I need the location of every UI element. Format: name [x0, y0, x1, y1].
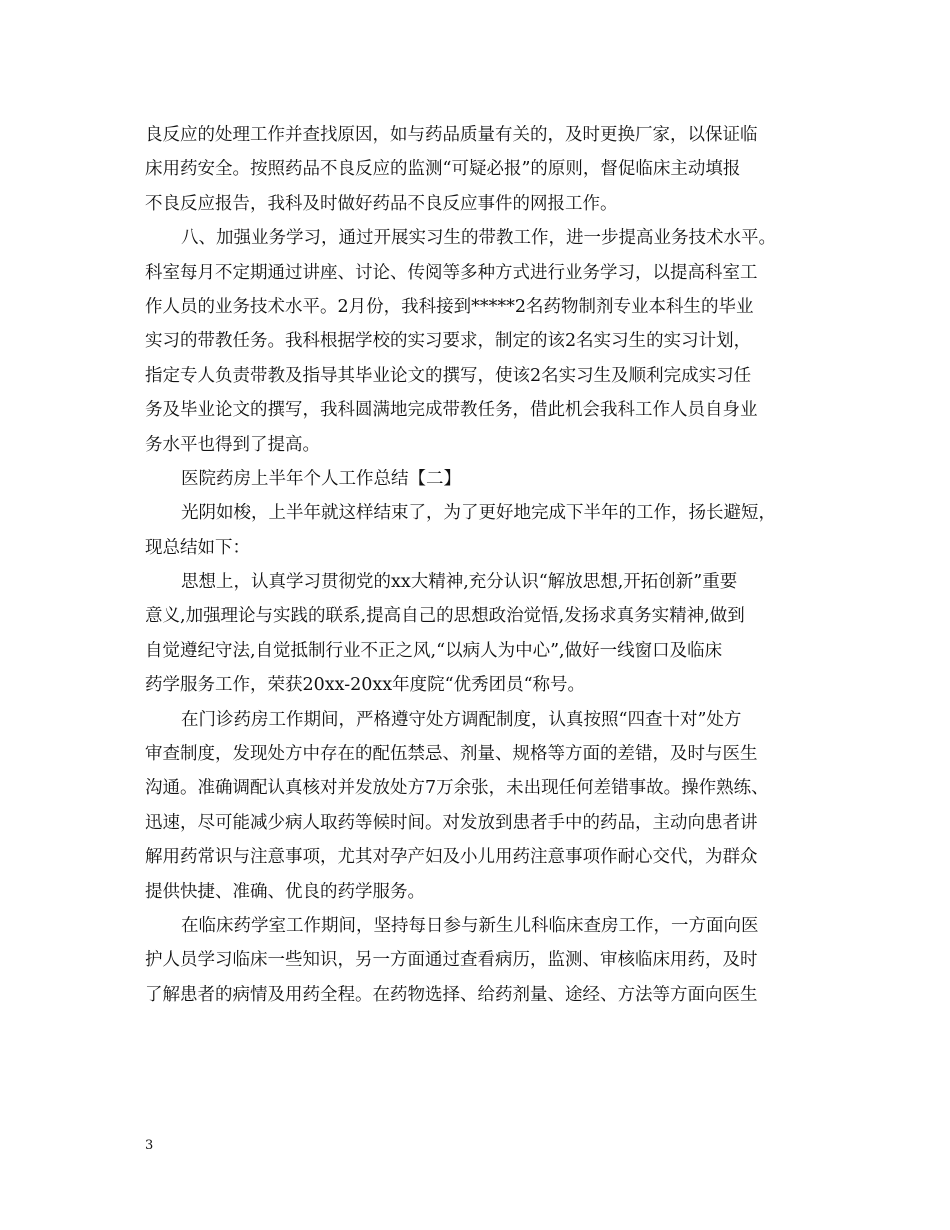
text-line: 提供快捷、准确、优良的药学服务。: [145, 881, 425, 902]
text-line: 解用药常识与注意事项，尤其对孕产妇及小儿用药注意事项作耐心交代，为群众: [145, 847, 758, 868]
document-body: [145, 118, 807, 1012]
text-line: 指定专人负责带教及指导其毕业论文的撰写，使该2名实习生及顺利完成实习任: [145, 365, 752, 386]
text-line: 护人员学习临床一些知识，另一方面通过查看病历，监测、审核临床用药，及时: [145, 950, 758, 971]
text-line: 八、加强业务学习，通过开展实习生的带教工作，进一步提高业务技术水平。: [181, 228, 776, 249]
text-line: 现总结如下：: [145, 537, 250, 558]
text-line: 迅速，尽可能减少病人取药等候时间。对发放到患者手中的药品，主动向患者讲: [145, 812, 758, 833]
text-line: 实习的带教任务。我科根据学校的实习要求，制定的该2名实习生的实习计划，: [145, 331, 752, 352]
text-line: 药学服务工作，荣获20xx-20xx年度院“优秀团员“称号。: [145, 675, 586, 696]
text-line: 自觉遵纪守法,自觉抵制行业不正之风,“以病人为中心”,做好一线窗口及临床: [145, 640, 723, 661]
text-line: 在门诊药房工作期间，严格遵守处方调配制度，认真按照“四查十对”处方: [181, 709, 742, 730]
text-line: 作人员的业务技术水平。2月份，我科接到*****2名药物制剂专业本科生的毕业: [145, 296, 754, 317]
text-line: 在临床药学室工作期间，坚持每日参与新生儿科临床查房工作，一方面向医: [181, 915, 759, 936]
text-line: 意义,加强理论与实践的联系,提高自己的思想政治觉悟,发扬求真务实精神,做到: [145, 606, 745, 627]
text-line: 科室每月不定期通过讲座、讨论、传阅等多种方式进行业务学习，以提高科室工: [145, 262, 758, 283]
page-number: 3: [145, 1138, 154, 1153]
text-line: 思想上，认真学习贯彻党的xx大精神,充分认识“解放思想,开拓创新”重要: [181, 572, 738, 593]
text-line: 了解患者的病情及用药全程。在药物选择、给药剂量、途经、方法等方面向医生: [145, 984, 758, 1005]
text-line: 良反应的处理工作并查找原因，如与药品质量有关的，及时更换厂家，以保证临: [145, 125, 758, 145]
text-line: 不良反应报告，我科及时做好药品不良反应事件的网报工作。: [145, 193, 618, 214]
text-line: 医院药房上半年个人工作总结【二】: [181, 468, 461, 489]
text-line: 务及毕业论文的撰写，我科圆满地完成带教任务，借此机会我科工作人员自身业: [145, 400, 758, 421]
text-line: 沟通。准确调配认真核对并发放处方7万余张，未出现任何差错事故。操作熟练、: [145, 778, 769, 799]
text-line: 务水平也得到了提高。: [145, 434, 320, 455]
text-line: 审查制度，发现处方中存在的配伍禁忌、剂量、规格等方面的差错，及时与医生: [145, 744, 758, 765]
text-line: 床用药安全。按照药品不良反应的监测“可疑必报”的原则，督促临床主动填报: [145, 159, 741, 180]
text-line: 光阴如梭，上半年就这样结束了，为了更好地完成下半年的工作，扬长避短，: [181, 503, 776, 524]
